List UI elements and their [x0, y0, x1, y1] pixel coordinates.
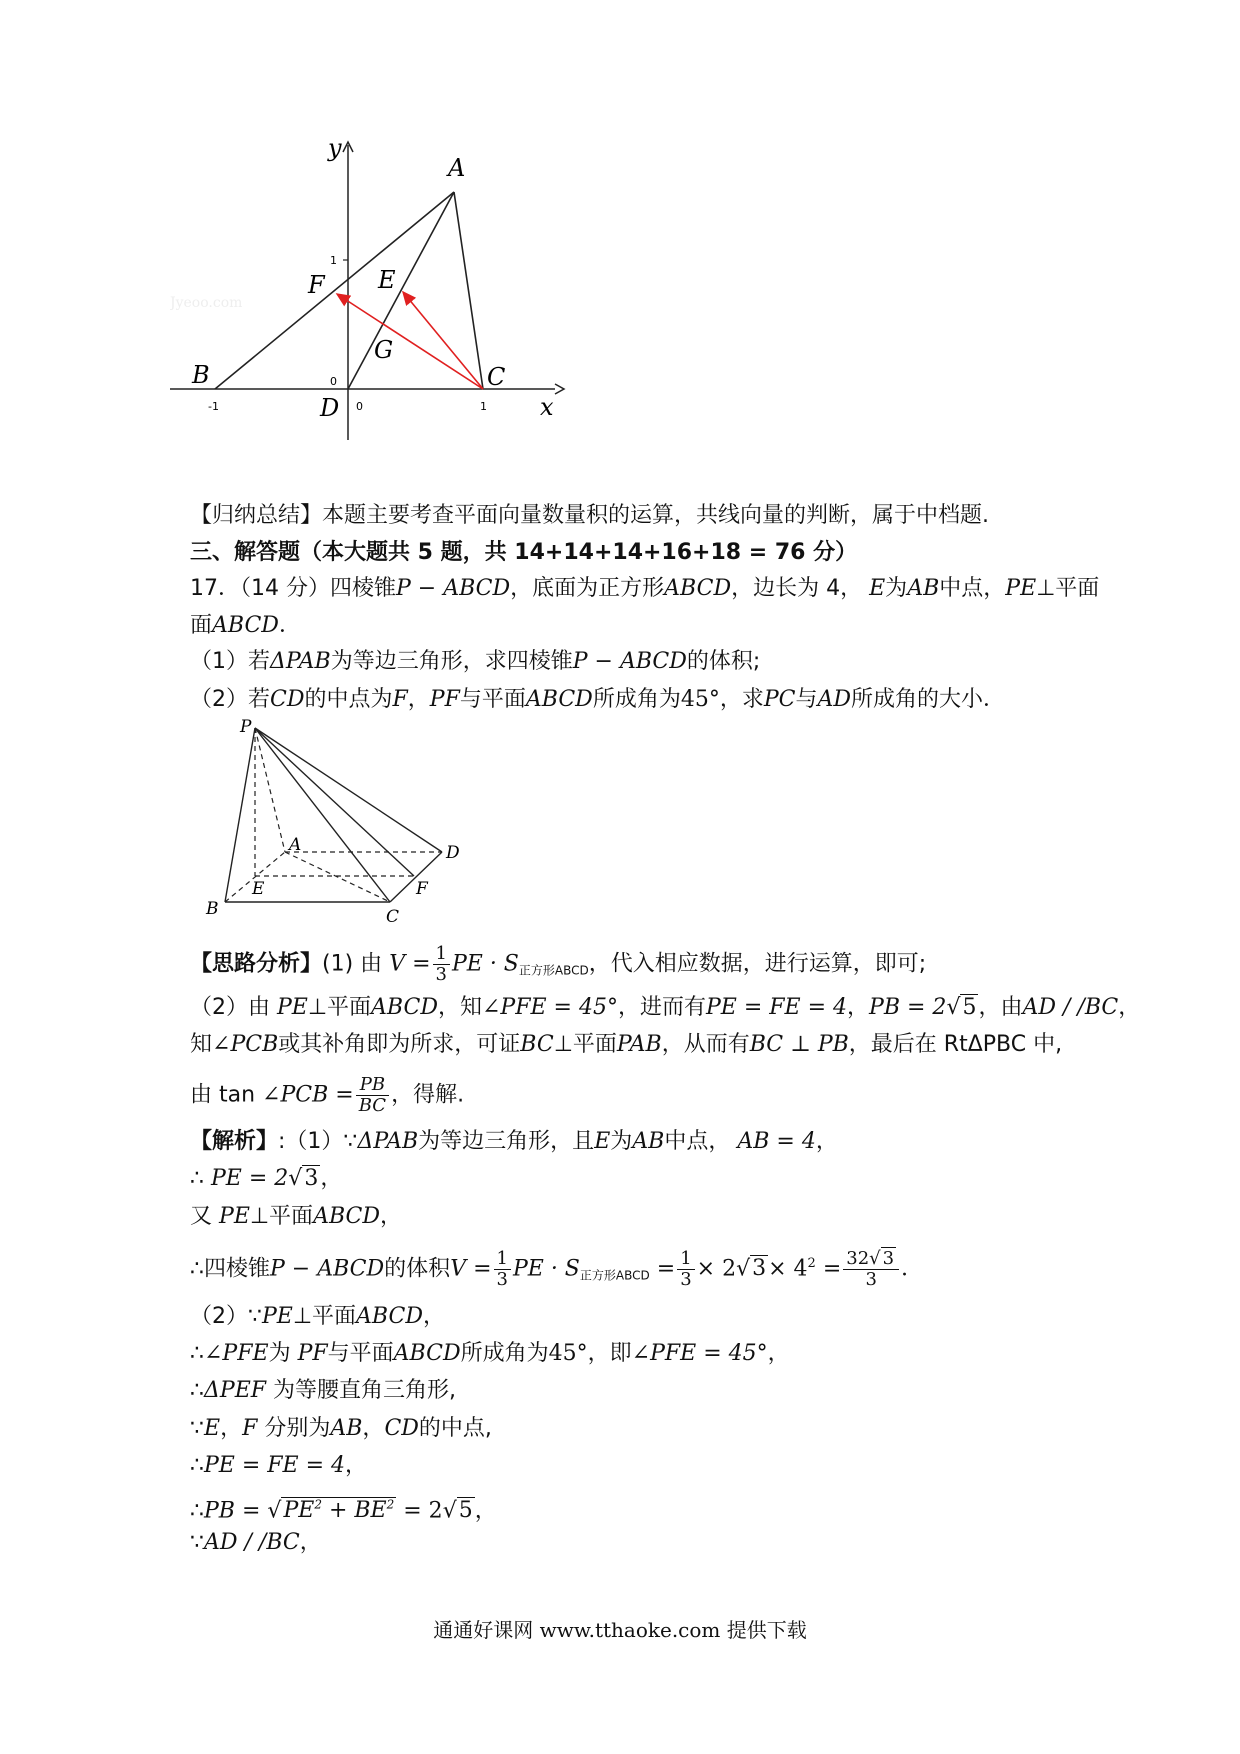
- tick-label-y-1: 1: [330, 254, 337, 267]
- edge-pf: [255, 728, 414, 876]
- x-axis-arrow-icon: [555, 384, 564, 394]
- summary-line: [190, 500, 989, 532]
- analysis-line-1: 【思路分析】(1) 由 V = $\frac{1}{3}$ PE · $S_{正方形ABCD}$，代入相应数据，进行运算，即可;: [190, 943, 927, 985]
- coordinate-figure: [170, 140, 620, 445]
- pyr-point-e: E: [252, 879, 265, 899]
- pyr-point-c: C: [386, 907, 400, 927]
- pyr-point-f: F: [416, 879, 428, 899]
- edge-ac: [285, 852, 390, 902]
- solution-line-6: ∴∠PFE为 PF与平面ABCD所成角为45°，即∠PFE = 45°，: [190, 1341, 790, 1366]
- point-e: E: [378, 266, 396, 294]
- solution-line-1: 【解析】:（1）∵ΔPAB为等边三角形，且E为AB中点， AB = 4，: [190, 1129, 838, 1154]
- summary-text: 本题主要考查平面向量数量积的运算，共线向量的判断，属于中档题.: [322, 503, 990, 528]
- solution-line-9: ∴PE = FE = 4，: [190, 1453, 368, 1478]
- solution-line-5: （2）∵PE⊥平面ABCD，: [190, 1304, 445, 1329]
- edge-pd: [255, 728, 442, 852]
- q17-part-1: （1）若ΔPAB为等边三角形，求四棱锥P − ABCD的体积;: [190, 649, 761, 674]
- analysis-label: 【思路分析】: [190, 951, 323, 977]
- tick-label-neg-1: -1: [208, 400, 219, 413]
- point-c: C: [487, 363, 506, 391]
- solution-line-11: ∵AD / /BC，: [190, 1530, 322, 1555]
- point-a: A: [448, 154, 466, 182]
- solution-line-8: ∵E，F 分别为AB，CD的中点,: [190, 1416, 492, 1441]
- tick-label-y-0: 0: [330, 375, 337, 388]
- label-x: x: [540, 393, 554, 421]
- point-f: F: [308, 271, 325, 299]
- point-g: G: [374, 336, 394, 364]
- page-footer: 通通好课网 www.tthaoke.com 提供下载: [433, 1618, 807, 1642]
- q17-line-1: 17．（14 分）四棱锥P − ABCD，底面为正方形ABCD，边长为 4， E为AB中点，PE⊥平面: [190, 576, 1100, 601]
- solution-line-2: ∴ PE = 2√3，: [190, 1166, 343, 1191]
- tick-label-x-0: 0: [356, 400, 363, 413]
- vector-cf: [337, 294, 483, 389]
- tick-label-x-1: 1: [480, 400, 487, 413]
- analysis-line-4: 由 tan ∠PCB = $\frac{PB}{BC}$ ，得解.: [190, 1074, 465, 1116]
- solution-line-3: 又 PE⊥平面ABCD，: [190, 1204, 403, 1229]
- point-d: D: [320, 394, 340, 422]
- section-title: 三、解答题（本大题共 5 题，共 14+14+14+16+18 = 76 分）: [190, 540, 858, 565]
- point-b: B: [192, 361, 210, 389]
- q17-line-2: 面ABCD．: [190, 613, 301, 638]
- edge-pb: [225, 728, 255, 902]
- analysis-line-2: （2）由 PE⊥平面ABCD，知∠PFE = 45°，进而有PE = FE = 4，PB = 2√5，由AD / /BC，: [190, 995, 1141, 1020]
- analysis-line-3: 知∠PCB或其补角即为所求，可证BC⊥平面PAB，从而有BC ⊥ PB，最后在 RtΔPBC 中,: [190, 1032, 1063, 1057]
- watermark: Jyeoo.com: [170, 295, 243, 311]
- pyr-point-p: P: [240, 718, 252, 737]
- pyramid-figure: [200, 718, 480, 928]
- solution-line-10: ∴PB = $√PE^2 + BE^2 = 2√5$，: [190, 1498, 497, 1524]
- summary-label: 【归纳总结】: [190, 503, 323, 528]
- label-y: y: [328, 140, 342, 162]
- pyr-point-b: B: [206, 899, 219, 919]
- pyr-point-d: D: [446, 843, 460, 863]
- solution-line-4: ∴四棱锥P − ABCD的体积V = $\frac{1}{3}$ PE · $S_{正方形ABCD}$ = $\frac{1}{3}$ × $2√3\times 4^2$ = $\frac{32√ 3}{3}$ ．: [190, 1247, 924, 1290]
- segment-ba: [215, 192, 454, 389]
- pyr-point-a: A: [289, 835, 302, 855]
- solution-label: 【解析】: [190, 1129, 279, 1154]
- q17-part-2: （2）若CD的中点为F，PF与平面ABCD所成角为45°，求PC与AD所成角的大小．: [190, 687, 1006, 712]
- solution-line-7: ∴ΔPEF 为等腰直角三角形,: [190, 1378, 457, 1403]
